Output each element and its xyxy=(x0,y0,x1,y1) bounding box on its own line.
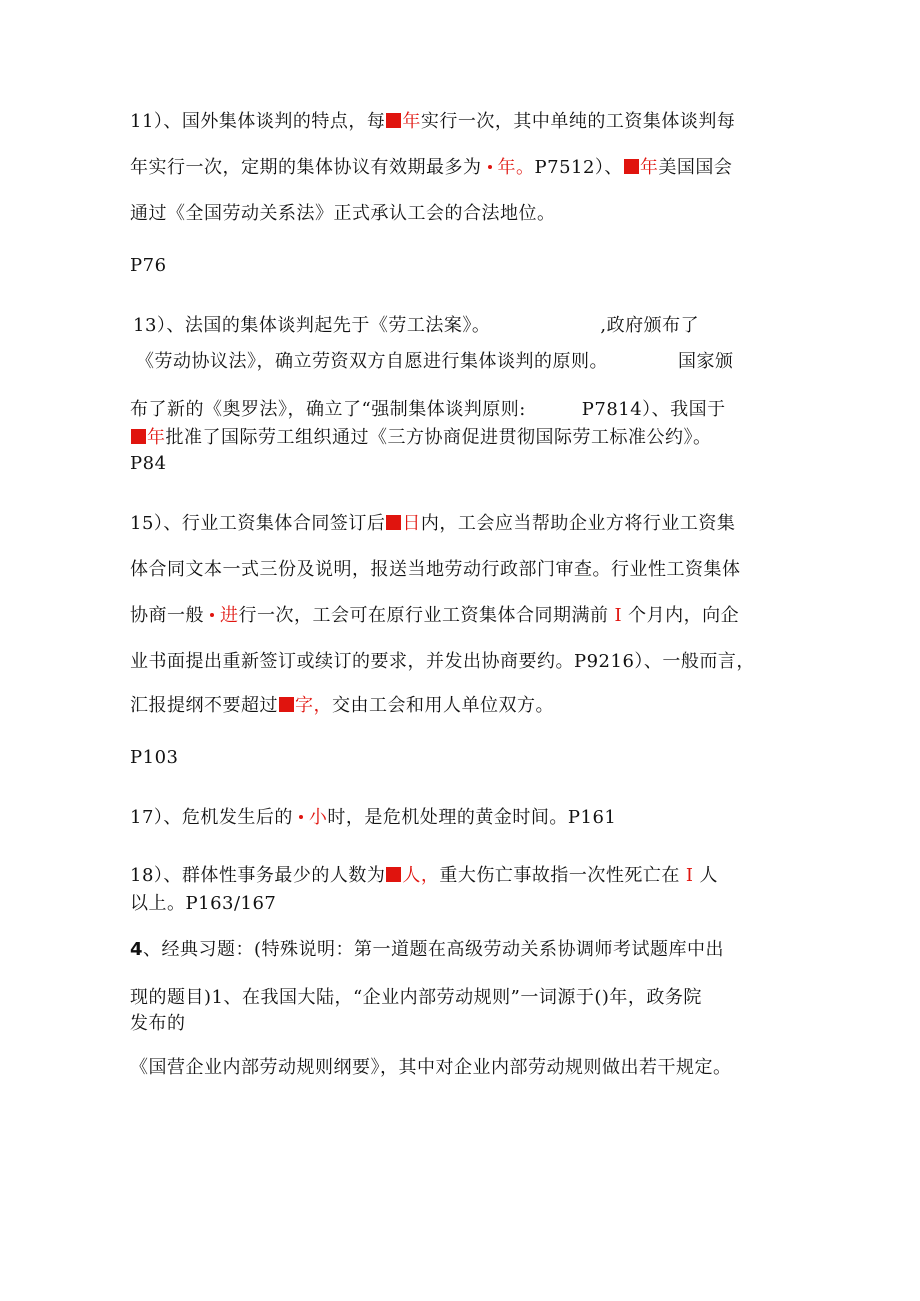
redacted-dot xyxy=(299,815,303,819)
section-heading-exercises: 4、经典习题：(特殊说明：第一道题在高级劳动关系协调师考试题库中出 xyxy=(130,939,725,960)
line-item-13-cont2: 布了新的《奥罗法》，确立了“强制集体谈判原则: P7814）、我国于 xyxy=(130,399,726,420)
line-item-16-cont: 汇报提纲不要超过 字，交由工会和用人单位双方。 xyxy=(130,695,554,716)
question-1-cont2: 《国营企业内部劳动规则纲要》，其中对企业内部劳动规则做出若干规定。 xyxy=(130,1057,732,1078)
question-1: 现的题目)1、在我国大陆，“企业内部劳动规则”一词源于()年，政务院 xyxy=(130,987,702,1008)
redacted-mark xyxy=(131,429,146,444)
line-item-15-cont3: 业书面提出重新签订或续订的要求，并发出协商要约。P9216）、一般而言， xyxy=(130,651,755,672)
line-item-15: 15）、行业工资集体合同签订后 日内，工会应当帮助企业方将行业工资集 xyxy=(130,513,736,534)
redacted-mark xyxy=(386,113,401,128)
redacted-mark xyxy=(386,867,401,882)
line-item-13: 13）、法国的集体谈判起先于《劳工法案》。 ,政府颁布了 xyxy=(133,315,700,336)
line-item-11-cont: 年实行一次，定期的集体协议有效期最多为 年。P7512）、 年美国国会 xyxy=(130,157,733,178)
page-ref-p103: P103 xyxy=(130,747,179,768)
question-1-cont: 发布的 xyxy=(130,1013,186,1034)
redacted-dot xyxy=(488,165,492,169)
redacted-mark xyxy=(386,515,401,530)
line-item-14-cont: 年批准了国际劳工组织通过《三方协商促进贯彻国际劳工标准公约》。 xyxy=(130,426,712,450)
line-item-17: 17）、危机发生后的 小时，是危机处理的黄金时间。P161 xyxy=(130,807,617,828)
line-item-11: 11）、国外集体谈判的特点，每 年实行一次，其中单纯的工资集体谈判每 xyxy=(130,111,736,132)
line-item-18: 18）、群体性事务最少的人数为 人，重大伤亡事故指一次性死亡在 I 人 xyxy=(130,865,719,886)
line-item-18-cont: 以上。P163/167 xyxy=(130,893,277,914)
redacted-mark xyxy=(279,697,294,712)
line-item-13-cont: 《劳动协议法》，确立劳资双方自愿进行集体谈判的原则。 国家颁 xyxy=(136,351,734,372)
page-ref-p76: P76 xyxy=(130,255,167,276)
line-item-15-cont2: 协商一般 进行一次，工会可在原行业工资集体合同期满前 I 个月内，向企 xyxy=(130,605,740,626)
line-item-12-cont: 通过《全国劳动关系法》正式承认工会的合法地位。 xyxy=(130,203,556,224)
page-ref-p84: P84 xyxy=(130,453,167,474)
redacted-dot xyxy=(210,613,214,617)
redacted-mark xyxy=(624,159,639,174)
line-item-15-cont: 体合同文本一式三份及说明，报送当地劳动行政部门审查。行业性工资集体 xyxy=(130,559,741,580)
